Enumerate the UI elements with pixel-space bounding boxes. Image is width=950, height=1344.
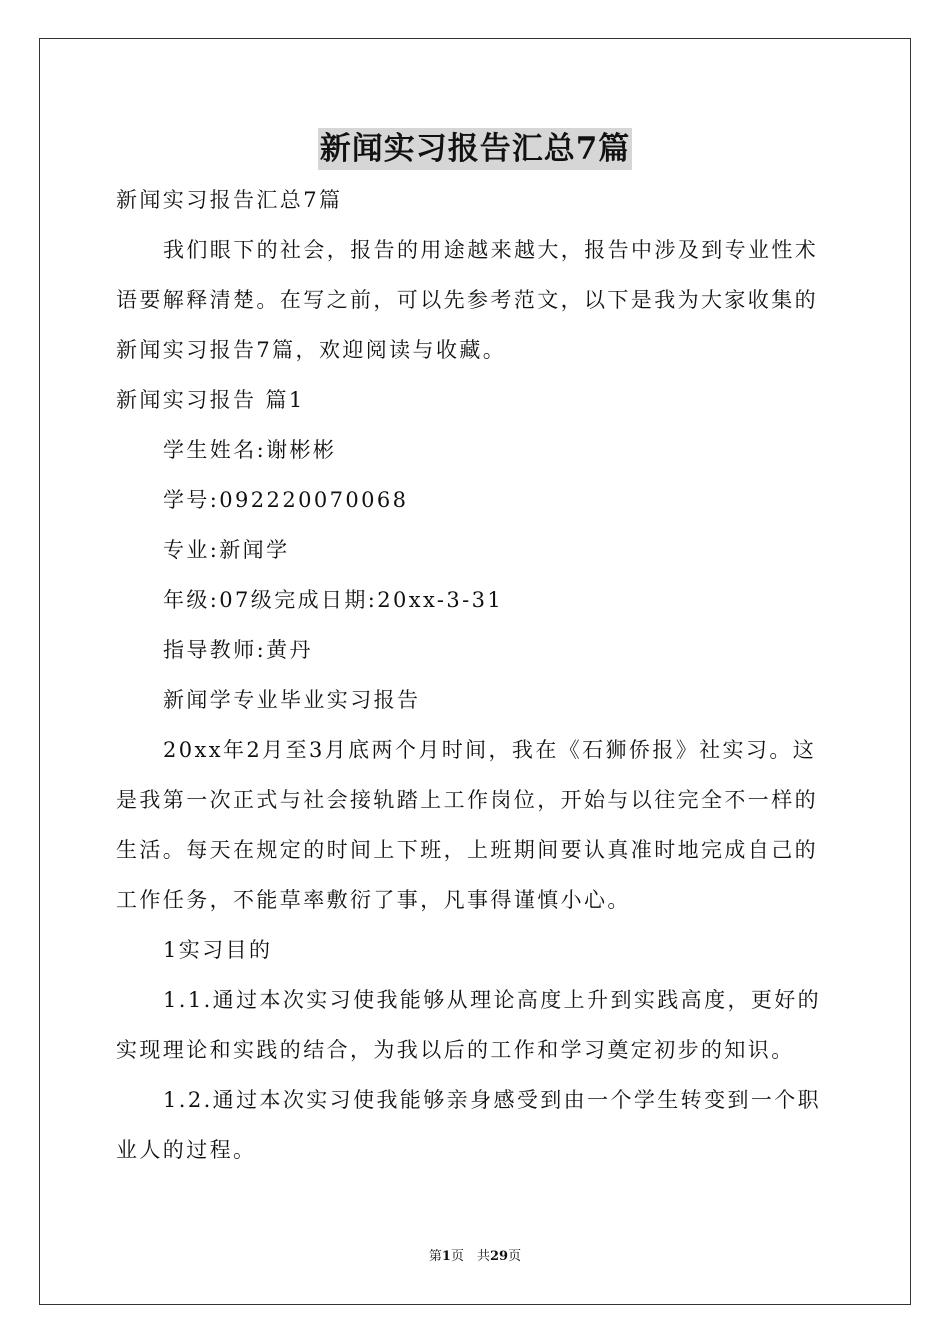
footer-prefix: 第 [428, 1249, 442, 1264]
report-heading: 新闻学专业毕业实习报告 [163, 688, 421, 712]
paragraph-line: 1.1.通过本次实习使我能够从理论高度上升到实践高度，更好的 [163, 988, 822, 1012]
subtitle-line: 新闻实习报告汇总7篇 [116, 188, 343, 212]
title-container [0, 128, 950, 170]
paragraph-line: 工作任务，不能草率敷衍了事，凡事得谨慎小心。 [116, 888, 631, 912]
paragraph-line: 语要解释清楚。在写之前，可以先参考范文，以下是我为大家收集的 [116, 288, 818, 312]
subsection-heading: 1实习目的 [163, 938, 273, 962]
paragraph-line: 新闻实习报告7篇，欢迎阅读与收藏。 [116, 338, 507, 362]
section-heading: 新闻实习报告 篇1 [116, 388, 305, 412]
paragraph-line: 实现理论和实践的结合，为我以后的工作和学习奠定初步的知识。 [116, 1038, 795, 1062]
paragraph-line: 业人的过程。 [116, 1138, 257, 1162]
footer-mid: 页 共 [450, 1249, 490, 1264]
student-name: 学生姓名:谢彬彬 [163, 438, 337, 462]
paragraph-line: 20xx年2月至3月底两个月时间，我在《石狮侨报》社实习。这 [163, 738, 817, 762]
document-title: 新闻实习报告汇总7篇 [318, 128, 633, 170]
footer-suffix: 页 [508, 1249, 522, 1264]
paragraph-line: 我们眼下的社会，报告的用途越来越大，报告中涉及到专业性术 [163, 238, 819, 262]
paragraph-line: 是我第一次正式与社会接轨踏上工作岗位，开始与以往完全不一样的 [116, 788, 818, 812]
paragraph-line: 1.2.通过本次实习使我能够亲身感受到由一个学生转变到一个职 [163, 1088, 822, 1112]
major: 专业:新闻学 [163, 538, 290, 562]
student-id: 学号:092220070068 [163, 488, 409, 512]
advisor: 指导教师:黄丹 [163, 638, 313, 662]
paragraph-line: 生活。每天在规定的时间上下班，上班期间要认真准时地完成自己的 [116, 838, 818, 862]
current-page-number: 1 [441, 1249, 451, 1264]
grade-completion-date: 年级:07级完成日期:20xx-3-31 [163, 588, 504, 612]
total-pages: 29 [489, 1249, 509, 1264]
page-footer [0, 1248, 950, 1266]
